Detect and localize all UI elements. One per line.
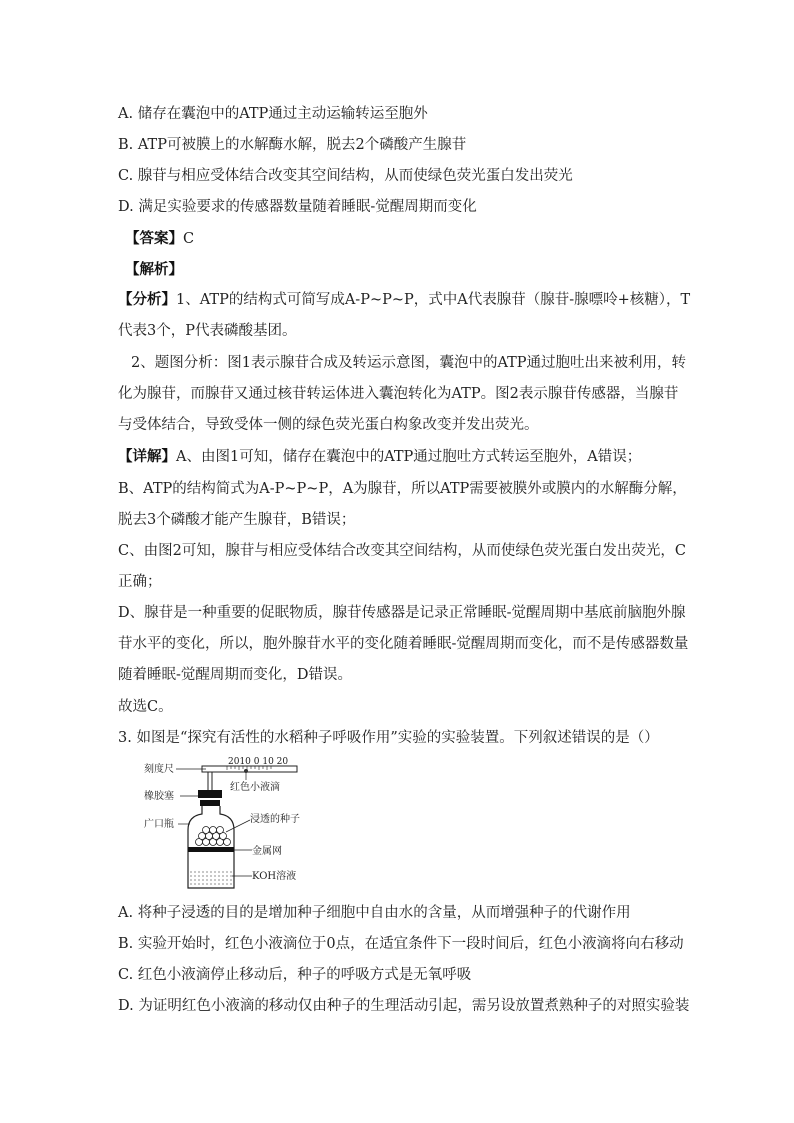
analysis-tag: 【分析】 <box>118 292 176 308</box>
question3-stem: 3. 如图是“探究有活性的水稻种子呼吸作用”实验的实验装置。下列叙述错误的是（） <box>118 730 659 746</box>
detail-c-line2: 正确； <box>118 574 162 590</box>
option-q2-b: B. ATP可被膜上的水解酶水解，脱去2个磷酸产生腺苷 <box>118 137 467 153</box>
detail-a <box>118 447 641 467</box>
detail-a-text: A、由图1可知，储存在囊泡中的ATP通过胞吐方式转运至胞外，A错误； <box>176 449 642 465</box>
option-q2-c: C. 腺苷与相应受体结合改变其空间结构，从而使绿色荧光蛋白发出荧光 <box>118 168 573 184</box>
label-red-drop: 红色小液滴 <box>230 782 280 793</box>
analysis-p1-cont: 代表3个，P代表磷酸基团。 <box>118 323 297 339</box>
analysis-heading: 【解析】 <box>125 262 183 278</box>
label-ruler: 刻度尺 <box>144 764 174 775</box>
detail-d-line1: D、腺苷是一种重要的促眠物质，腺苷传感器是记录正常睡眠-觉醒周期中基底前脑胞外腺 <box>118 605 686 621</box>
answer-tag: 【答案】 <box>125 231 183 247</box>
option-q2-d: D. 满足实验要求的传感器数量随着睡眠-觉醒周期而变化 <box>118 199 477 215</box>
rubber-stopper-lower <box>200 800 220 806</box>
detail-d-line2: 苷水平的变化，所以，胞外腺苷水平的变化随着睡眠-觉醒周期而变化，而不是传感器数量 <box>118 636 689 652</box>
label-metal-mesh: 金属网 <box>252 846 282 857</box>
metal-mesh <box>188 847 234 852</box>
red-drop <box>244 769 248 773</box>
label-stopper: 橡胶塞 <box>144 791 174 802</box>
answer-line <box>125 229 194 249</box>
soaked-seeds <box>196 827 231 846</box>
analysis-p1 <box>118 290 690 310</box>
detail-c-line1: C、由图2可知，腺苷与相应受体结合改变其空间结构，从而使绿色荧光蛋白发出荧光，C <box>118 543 686 559</box>
option-q3-c: C. 红色小液滴停止移动后，种子的呼吸方式是无氧呼吸 <box>118 967 472 983</box>
rubber-stopper <box>198 790 222 798</box>
option-q3-a: A. 将种子浸透的目的是增加种子细胞中自由水的含量，从而增强种子的代谢作用 <box>118 905 631 921</box>
label-flask: 广口瓶 <box>144 819 174 830</box>
detail-d-line3: 随着睡眠-觉醒周期而变化，D错误。 <box>118 667 353 683</box>
koh-solution <box>190 872 232 884</box>
label-soaked-seeds: 浸透的种子 <box>250 814 300 825</box>
detail-b-line1: B、ATP的结构简式为A-P~P~P，A为腺苷，所以ATP需要被膜外或膜内的水解酶分解， <box>118 481 687 497</box>
scale-ticks: 2010 0 10 20 <box>228 757 289 767</box>
option-q3-b: B. 实验开始时，红色小液滴位于0点，在适宜条件下一段时间后，红色小液滴将向右移动 <box>118 936 684 952</box>
detail-conclusion: 故选C。 <box>118 699 173 715</box>
analysis-p2-line3: 与受体结合，导致受体一侧的绿色荧光蛋白构象改变并发出荧光。 <box>118 417 539 433</box>
analysis-p1-text: 1、ATP的结构式可简写成A-P~P~P，式中A代表腺苷（腺苷-腺嘌呤+核糖），T <box>176 292 691 308</box>
glass-tube <box>208 772 212 790</box>
option-q3-d: D. 为证明红色小液滴的移动仅由种子的生理活动引起，需另设放置煮熟种子的对照实验装 <box>118 998 690 1014</box>
analysis-p2-line1: 2、题图分析：图1表示腺苷合成及转运示意图，囊泡中的ATP通过胞吐出来被利用，转 <box>131 355 687 371</box>
respiration-apparatus-figure <box>142 750 302 895</box>
option-q2-a: A. 储存在囊泡中的ATP通过主动运输转运至胞外 <box>118 106 428 122</box>
label-koh: KOH溶液 <box>252 871 297 882</box>
analysis-p2-line2: 化为腺苷，而腺苷又通过核苷转运体进入囊泡转化为ATP。图2表示腺苷传感器，当腺苷 <box>118 386 679 402</box>
answer-value: C <box>183 231 195 247</box>
detail-b-line2: 脱去3个磷酸才能产生腺苷，B错误； <box>118 512 356 528</box>
detail-tag: 【详解】 <box>118 449 176 465</box>
